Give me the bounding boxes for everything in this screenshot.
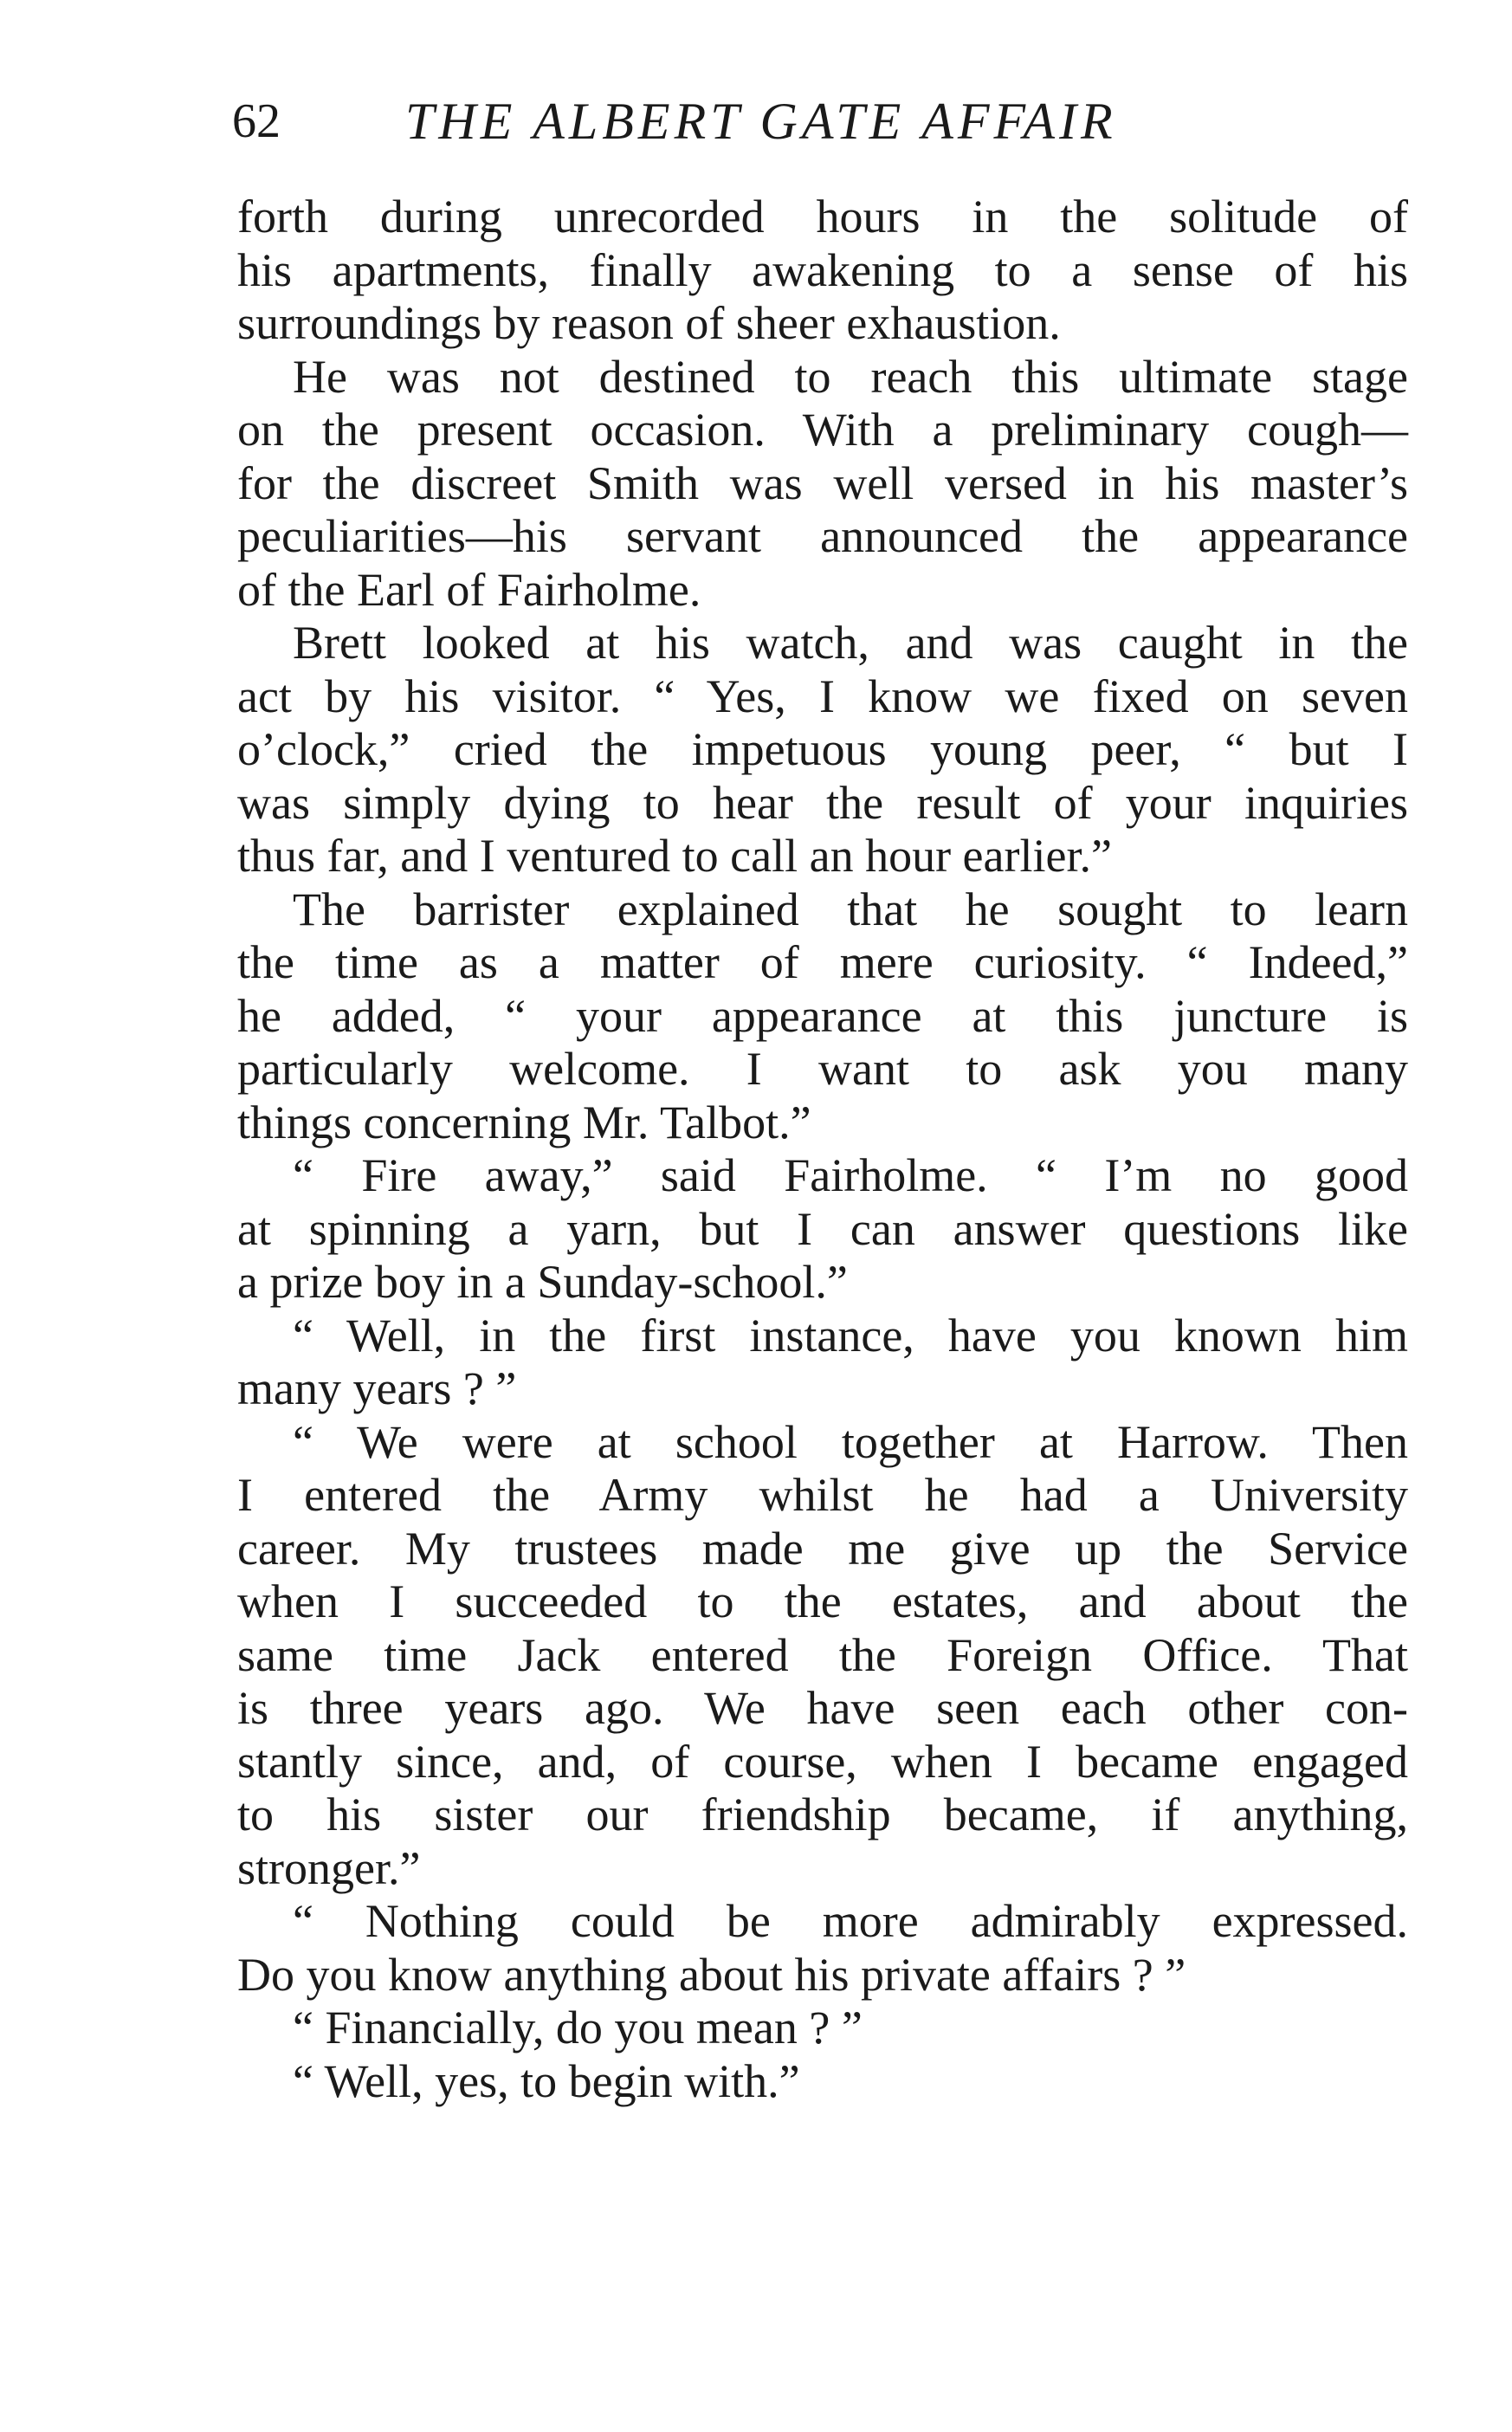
paragraph [237,883,1408,1150]
text-line: at spinning a yarn, but I can answer questions like [237,1202,1408,1255]
text-line: “ Nothing could be more admirably expressed. [293,1895,1408,1947]
text-line: career. My trustees made me give up the Service [237,1522,1408,1575]
text-line: o’clock,” cried the impetuous young peer, “ but I [237,723,1408,775]
page-number: 62 [232,94,281,148]
text-line: stronger.” [237,1841,421,1894]
paragraph [237,617,1408,883]
paragraph [237,1895,1408,2002]
text-line: his apartments, finally awakening to a sense of his [237,243,1408,296]
text-line: he added, “ your appearance at this juncture is [237,989,1408,1042]
text-line: “ Fire away,” said Fairholme. “ I’m no good [293,1149,1408,1201]
text-line: to his sister our friendship became, if anything, [237,1788,1408,1840]
paragraph [237,1149,1408,1310]
text-line: Do you know anything about his private affairs ? ” [237,1948,1186,2001]
text-line: the time as a matter of mere curiosity. “ Indeed,” [237,936,1408,988]
text-line: same time Jack entered the Foreign Office. That [237,1628,1408,1681]
text-line: stantly since, and, of course, when I became engaged [237,1735,1408,1788]
book-title: THE ALBERT GATE AFFAIR [405,93,1117,150]
text-line: thus far, and I ventured to call an hour earlier.” [237,830,1112,882]
text-line: for the discreet Smith was well versed in his master’s [237,456,1408,509]
paragraph [237,191,1408,351]
text-line: forth during unrecorded hours in the solitude of [237,191,1408,243]
text-line: of the Earl of Fairholme. [237,563,701,616]
running-head [232,87,1410,156]
text-line: act by his visitor. “ Yes, I know we fixed on seven [237,669,1408,722]
text-line: “ We were at school together at Harrow. Then [293,1415,1408,1468]
text-line: The barrister explained that he sought to learn [293,883,1408,935]
text-line: “ Well, in the first instance, have you known him [293,1309,1408,1362]
paragraph [237,2055,1408,2109]
text-line: He was not destined to reach this ultimate stage [293,350,1408,403]
text-line: is three years ago. We have seen each other con- [237,1682,1408,1734]
paragraph [237,2002,1408,2055]
text-line: I entered the Army whilst he had a University [237,1469,1408,1521]
text-line: surroundings by reason of sheer exhaustion. [237,297,1061,349]
paragraph [237,1310,1408,1416]
text-line: “ Well, yes, to begin with.” [293,2054,800,2107]
text-line: things concerning Mr. Talbot.” [237,1096,811,1148]
text-line: “ Financially, do you mean ? ” [293,2002,863,2054]
text-line: was simply dying to hear the result of your inquiries [237,776,1408,829]
paragraph [237,351,1408,618]
body-text [237,191,1408,2108]
paragraph [237,1416,1408,1896]
text-line: many years ? ” [237,1362,517,1414]
text-line: on the present occasion. With a preliminary cough— [237,404,1408,456]
text-line: when I succeeded to the estates, and about the [237,1575,1408,1627]
text-line: peculiarities—his servant announced the appearance [237,510,1408,562]
text-line: Brett looked at his watch, and was caught in the [293,617,1408,669]
text-line: a prize boy in a Sunday-school.” [237,1256,848,1308]
text-line: particularly welcome. I want to ask you many [237,1043,1408,1095]
